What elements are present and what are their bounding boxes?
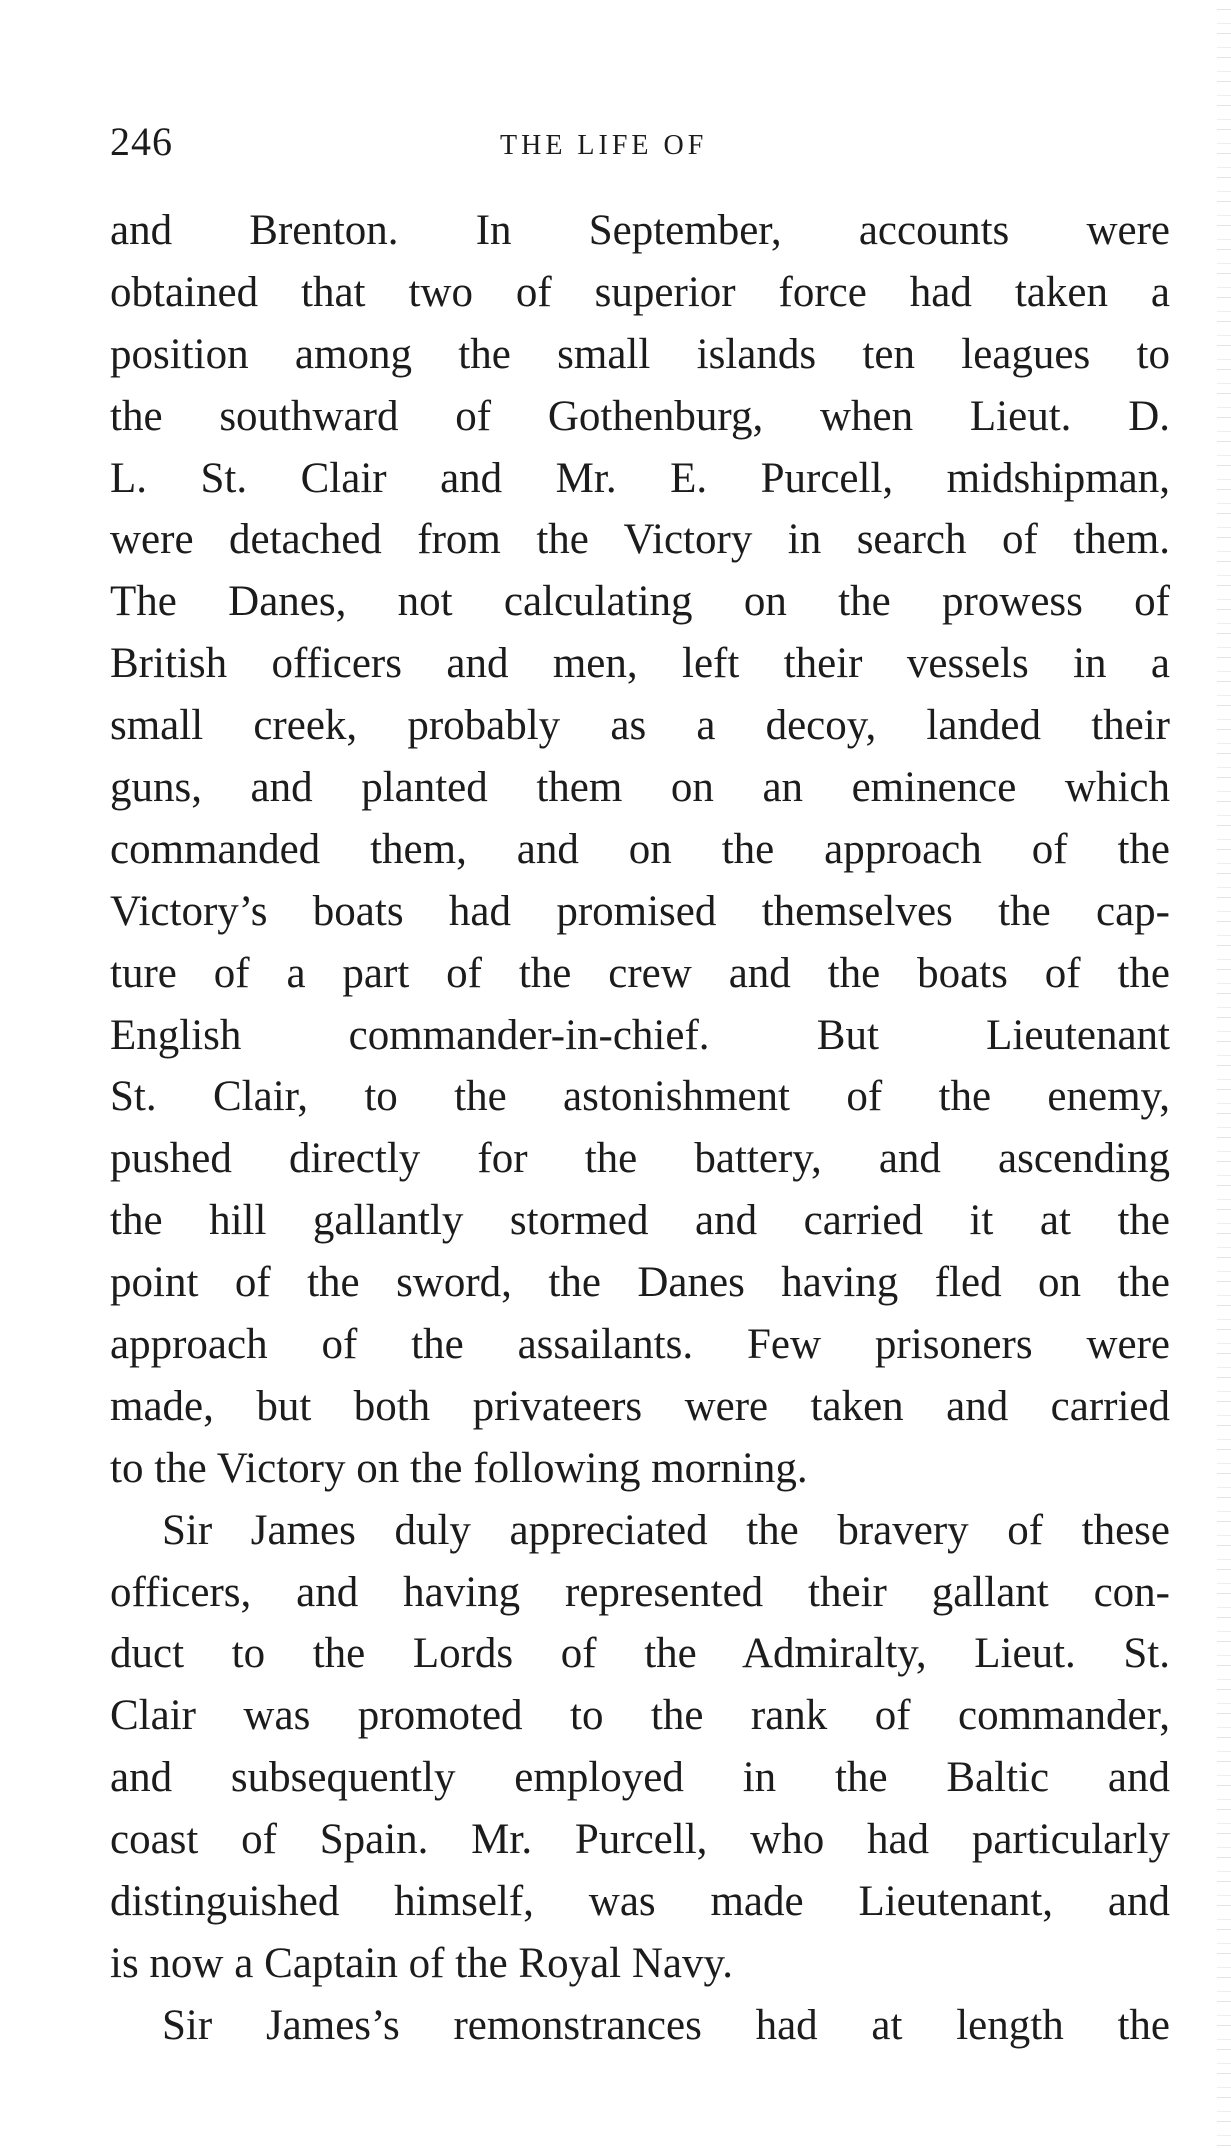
text-line: were detached from the Victory in search of them. <box>110 516 1170 564</box>
text-line: to the Victory on the following morning. <box>110 1444 808 1492</box>
text-line: Sir James’s remonstrances had at length the <box>162 2001 1170 2049</box>
text-line: made, but both privateers were taken and carried <box>110 1382 1170 1430</box>
text-line: small creek, probably as a decoy, landed their <box>110 702 1170 750</box>
text-line: commanded them, and on the approach of the <box>110 825 1170 873</box>
text-line: guns, and planted them on an eminence which <box>110 764 1170 812</box>
body-text <box>110 200 1170 2057</box>
text-line: approach of the assailants. Few prisoners were <box>110 1321 1170 1369</box>
text-line: and subsequently employed in the Baltic and <box>110 1754 1170 1802</box>
text-line: Clair was promoted to the rank of commander, <box>110 1692 1170 1740</box>
text-line: English commander-in-chief. But Lieutenant <box>110 1011 1170 1059</box>
text-line: ture of a part of the crew and the boats of the <box>110 949 1170 997</box>
text-line: L. St. Clair and Mr. E. Purcell, midshipman, <box>110 454 1170 502</box>
text-line: coast of Spain. Mr. Purcell, who had particularly <box>110 1816 1170 1864</box>
page-number: 246 <box>110 119 173 164</box>
text-line: Victory’s boats had promised themselves the cap- <box>110 887 1170 935</box>
text-line: The Danes, not calculating on the prowess of <box>110 578 1170 626</box>
text-line: British officers and men, left their vessels in a <box>110 640 1170 688</box>
text-line: duct to the Lords of the Admiralty, Lieut. St. <box>110 1630 1170 1678</box>
text-line: the southward of Gothenburg, when Lieut. D. <box>110 392 1170 440</box>
text-line: St. Clair, to the astonishment of the enemy, <box>110 1073 1170 1121</box>
text-line: is now a Captain of the Royal Navy. <box>110 1939 733 1987</box>
text-line: pushed directly for the battery, and ascending <box>110 1135 1170 1183</box>
running-header <box>110 118 1165 178</box>
text-line: Sir James duly appreciated the bravery of these <box>162 1506 1170 1554</box>
text-line: distinguished himself, was made Lieutenant, and <box>110 1878 1170 1926</box>
text-line: and Brenton. In September, accounts were <box>110 207 1170 254</box>
text-line: obtained that two of superior force had taken a <box>110 268 1170 316</box>
page-edge <box>1217 0 1231 2149</box>
text-line: point of the sword, the Danes having fled on the <box>110 1259 1170 1307</box>
text-line: the hill gallantly stormed and carried it at the <box>110 1197 1170 1245</box>
text-line: officers, and having represented their gallant con- <box>110 1568 1170 1616</box>
running-title: THE LIFE OF <box>500 130 708 161</box>
text-line: position among the small islands ten leagues to <box>110 330 1170 378</box>
